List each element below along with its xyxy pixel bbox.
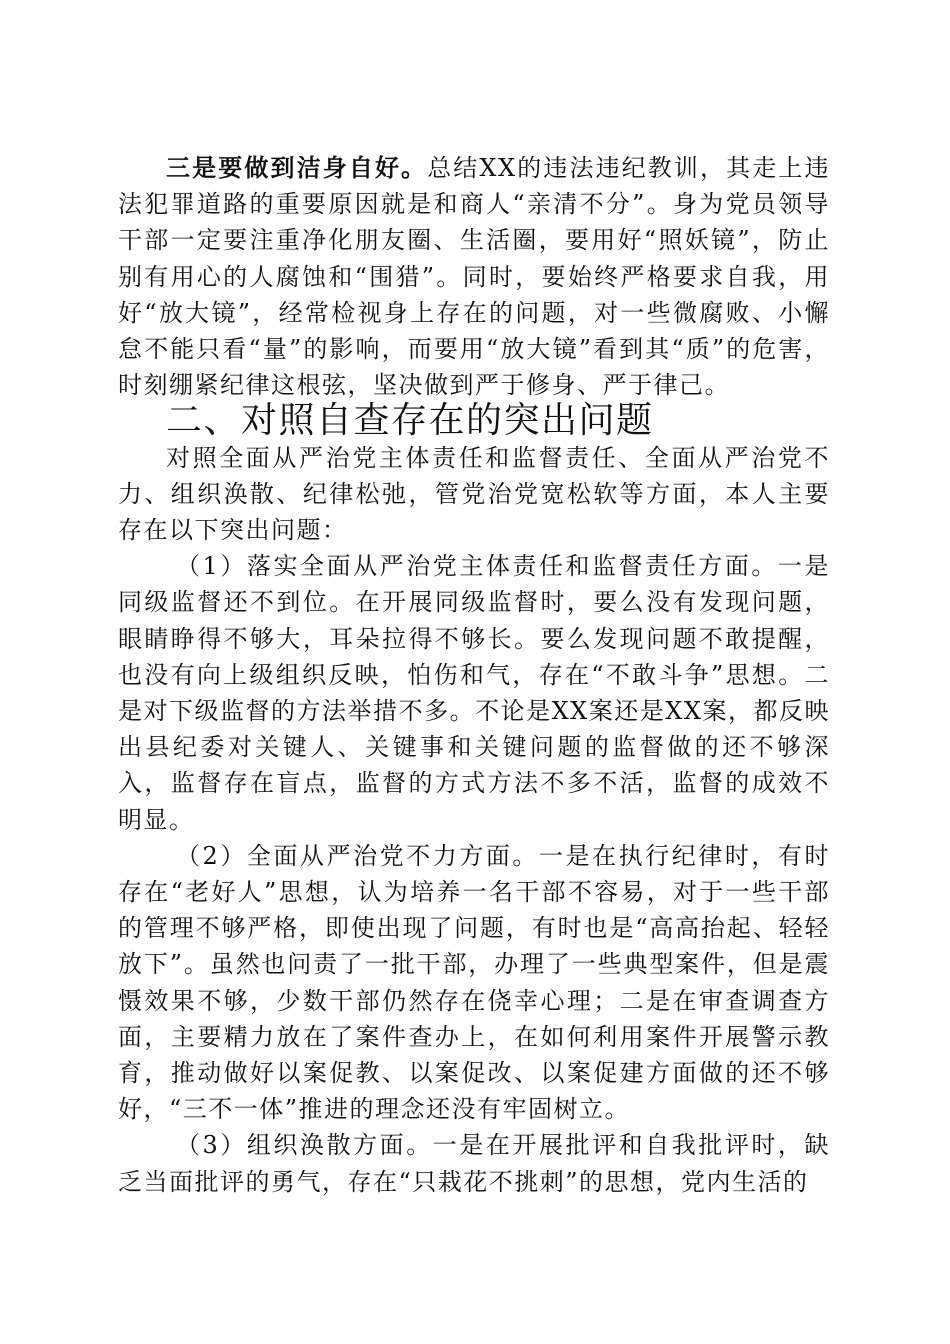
issue-item-2: （2）全面从严治党不力方面。一是在执行纪律时，有时存在“老好人”思想，认为培养一名干部不容易，对于一些干部的管理不够严格，即使出现了问题，有时也是“高高抬起、轻轻放下”。虽然也问责了一批干部，办理了一些典型案件，但是震慑效果不够，少数干部仍然存在侥幸心理；二是在审查调查方面，主要精力放在了案件查办上，在如何利用案件开展警示教育，推动做好以案促教、以案促改、以案促建方面做的还不够好，“三不一体”推进的理念还没有牢固树立。	[118, 841, 830, 1124]
section-heading: 二、对照自查存在的突出问题	[166, 400, 654, 442]
issue-item-1: （1）落实全面从严治党主体责任和监督责任方面。一是同级监督还不到位。在开展同级监督时，要么没有发现问题，眼睛睁得不够大，耳朵拉得不够长。要么发现问题不敢提醒，也没有向上级组织反映，怕伤和气，存在“不敢斗争”思想。二是对下级监督的方法举措不多。不论是XX案还是XX案，都反映出县纪委对关键人、关键事和关键问题的监督做的还不够深入，监督存在盲点，监督的方式方法不多不活，监督的成效不明显。	[118, 552, 830, 834]
issue-item-3: （3）组织涣散方面。一是在开展批评和自我批评时，缺乏当面批评的勇气，存在“只栽花不挑刺”的思想，党内生活的	[118, 1131, 830, 1196]
paragraph-lead: 三是要做到洁身自好。	[166, 154, 428, 182]
paragraph-clean-self	[118, 150, 830, 403]
document-page	[118, 150, 830, 1200]
intro-paragraph: 对照全面从严治党主体责任和监督责任、全面从严治党不力、组织涣散、纪律松弛，管党治党宽松软等方面，本人主要存在以下突出问题：	[118, 443, 830, 545]
paragraph-body: 总结XX的违法违纪教训，其走上违法犯罪道路的重要原因就是和商人“亲清不分”。身为党员领导干部一定要注重净化朋友圈、生活圈，要用好“照妖镜”，防止别有用心的人腐蚀和“围猎”。同时，要始终严格要求自我，用好“放大镜”，经常检视身上存在的问题，对一些微腐败、小懈怠不能只看“量”的影响，而要用“放大镜”看到其“质”的危害，时刻绷紧纪律这根弦，坚决做到严于修身、严于律己。	[118, 154, 831, 400]
